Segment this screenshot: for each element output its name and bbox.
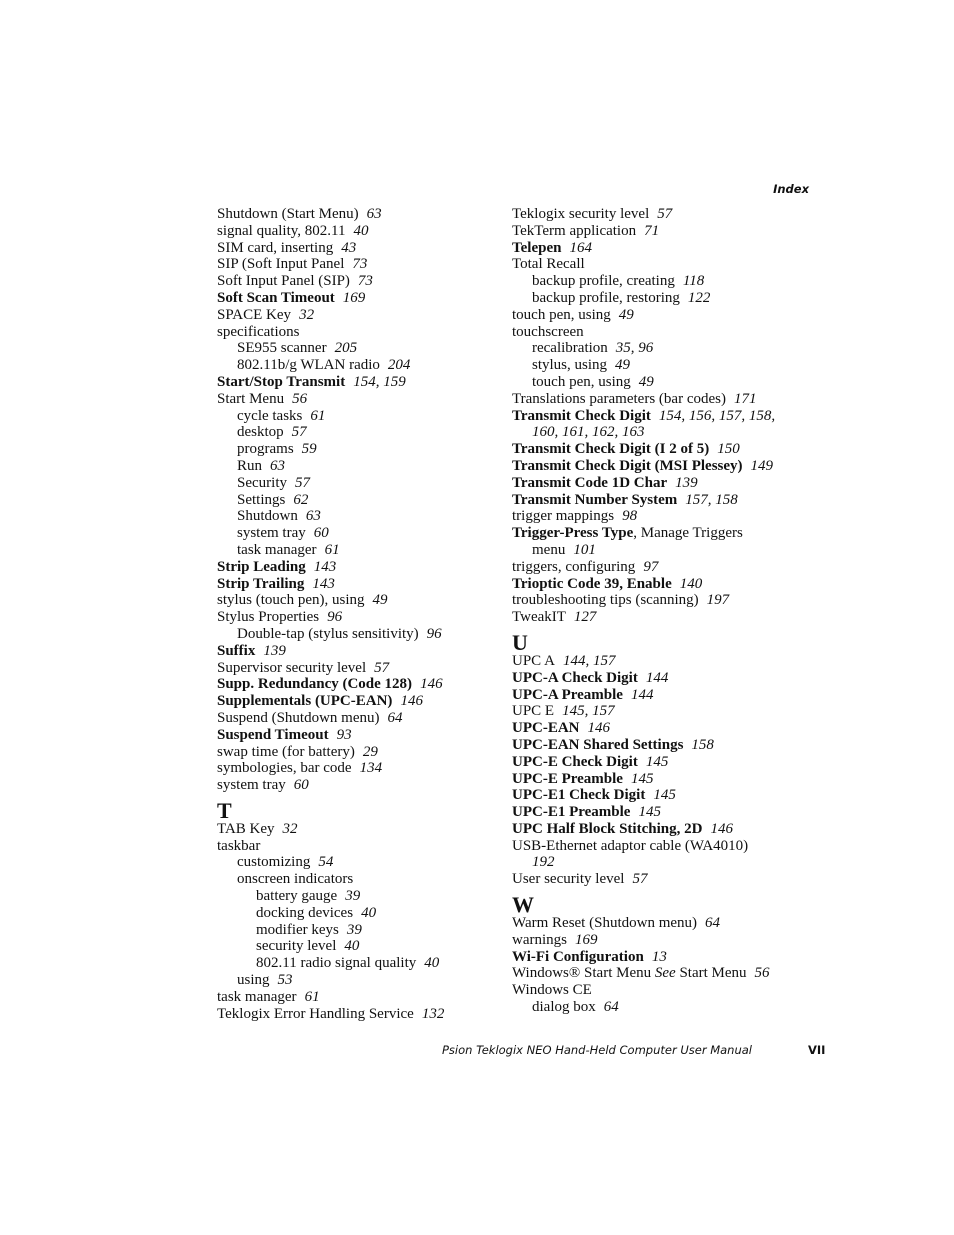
index-entry <box>217 223 502 240</box>
index-page-reference[interactable]: 171 <box>733 390 757 407</box>
index-entry <box>512 324 812 341</box>
index-section-letter: T <box>217 797 232 823</box>
index-page-reference[interactable]: 127 <box>573 609 597 626</box>
index-term: desktop <box>237 424 284 441</box>
index-see-target: Start Menu <box>679 965 747 982</box>
index-term: Soft Input Panel (SIP) <box>217 273 350 290</box>
index-page-reference[interactable]: 54 <box>318 854 334 871</box>
index-entry <box>217 626 502 643</box>
index-term: taskbar <box>217 837 261 854</box>
index-term: task manager <box>237 541 317 558</box>
index-entry <box>512 854 812 871</box>
index-entry <box>217 307 502 324</box>
index-term: UPC-E Check Digit <box>512 753 638 770</box>
index-page-reference[interactable]: 146 <box>587 720 610 737</box>
index-term: touch pen, using <box>532 373 631 390</box>
index-entry <box>217 508 502 525</box>
index-entry <box>512 653 812 670</box>
index-entry <box>512 576 812 593</box>
index-term: Start Menu <box>217 390 285 407</box>
index-page-reference[interactable]: 164 <box>569 239 592 256</box>
index-entry <box>217 955 502 972</box>
index-entry <box>217 340 502 357</box>
index-page-reference[interactable]: 62 <box>293 491 309 508</box>
index-page-reference[interactable]: 118 <box>682 273 705 290</box>
index-section-letter: U <box>512 629 528 655</box>
index-entry <box>217 424 502 441</box>
index-page-reference[interactable]: 63 <box>270 457 286 474</box>
index-entry <box>217 676 502 693</box>
index-entry <box>512 424 812 441</box>
index-entry <box>217 458 502 475</box>
index-term: Transmit Check Digit (MSI Plessey) <box>512 457 743 474</box>
index-entry <box>512 720 812 737</box>
index-page-reference[interactable]: 143 <box>312 575 335 592</box>
index-term: UPC-E1 Preamble <box>512 804 631 821</box>
index-page-reference[interactable]: 150 <box>717 441 740 458</box>
index-page-reference[interactable]: 61 <box>310 407 326 424</box>
index-page-reference[interactable]: 57 <box>295 474 310 491</box>
index-page-reference[interactable]: 122 <box>687 289 711 306</box>
index-term: trigger mappings <box>512 508 615 525</box>
index-entry <box>217 492 502 509</box>
index-entry <box>512 609 812 626</box>
index-page-reference[interactable]: 101 <box>573 541 596 558</box>
index-term: SPACE Key <box>217 306 292 323</box>
index-entry <box>217 838 502 855</box>
index-term: security level <box>256 938 337 955</box>
index-entry <box>217 256 502 273</box>
index-entry <box>217 391 502 408</box>
index-page-reference[interactable]: 40 <box>353 222 369 239</box>
index-entry <box>512 821 812 838</box>
index-term: Teklogix Error Handling Service <box>217 1005 414 1022</box>
index-entry <box>512 982 812 999</box>
index-entry <box>512 559 812 576</box>
index-page-reference[interactable]: 49 <box>372 592 388 609</box>
index-page-reference[interactable]: 57 <box>632 871 648 888</box>
index-entry <box>217 240 502 257</box>
index-term: Security <box>237 474 287 491</box>
index-entry <box>512 256 812 273</box>
index-entry <box>512 307 812 324</box>
index-page-reference[interactable]: 43 <box>341 239 357 256</box>
index-term: task manager <box>217 988 297 1005</box>
index-term: UPC-EAN <box>512 720 580 737</box>
index-entry <box>217 559 502 576</box>
index-entry <box>217 922 502 939</box>
index-term: Suspend (Shutdown menu) <box>217 709 380 726</box>
index-term: Total Recall <box>512 256 585 273</box>
index-term: UPC-A Check Digit <box>512 669 638 686</box>
index-entry <box>512 999 812 1016</box>
index-term: symbologies, bar code <box>217 760 352 777</box>
index-page-reference[interactable]: 56 <box>754 965 770 982</box>
index-term-suffix: , Manage Triggers <box>633 525 743 542</box>
index-page-reference[interactable]: 144 <box>630 686 654 703</box>
index-page-reference[interactable]: 169 <box>342 289 366 306</box>
index-term: customizing <box>237 854 311 871</box>
index-page-reference[interactable]: 98 <box>622 508 638 525</box>
index-entry <box>512 223 812 240</box>
index-term: using <box>237 972 270 989</box>
index-term: triggers, configuring <box>512 558 636 575</box>
index-page-reference[interactable]: 144, 157 <box>562 652 616 669</box>
index-page-reference[interactable]: 56 <box>292 390 308 407</box>
index-entry <box>217 324 502 341</box>
index-entry <box>512 965 812 982</box>
index-entry <box>217 609 502 626</box>
index-term: SE955 scanner <box>237 340 327 357</box>
index-page-reference[interactable]: 192 <box>532 854 555 871</box>
index-entry <box>217 525 502 542</box>
index-page-reference[interactable]: 145 <box>630 770 654 787</box>
index-term: stylus, using <box>532 357 608 374</box>
index-term: UPC-A Preamble <box>512 686 623 703</box>
index-entry <box>512 542 812 559</box>
index-entry <box>512 240 812 257</box>
index-term: programs <box>237 441 294 458</box>
index-term: Supplementals (UPC-EAN) <box>217 693 393 710</box>
index-term: battery gauge <box>256 888 338 905</box>
index-entry <box>512 508 812 525</box>
index-page-reference[interactable]: 96 <box>426 625 442 642</box>
index-entry <box>512 273 812 290</box>
index-term: Suspend Timeout <box>217 726 329 743</box>
index-term: backup profile, creating <box>532 273 675 290</box>
index-page-reference[interactable]: 13 <box>651 948 667 965</box>
index-page-reference[interactable]: 205 <box>334 340 358 357</box>
index-term: Transmit Code 1D Char <box>512 474 668 491</box>
index-term: TweakIT <box>512 609 566 626</box>
index-term: menu <box>532 541 566 558</box>
index-page-reference[interactable]: 132 <box>421 1005 445 1022</box>
index-term: Stylus Properties <box>217 609 320 626</box>
index-page-reference[interactable]: 64 <box>705 915 721 932</box>
index-entry <box>512 804 812 821</box>
index-term: Windows CE <box>512 982 592 999</box>
index-entry <box>512 357 812 374</box>
index-term: Wi-Fi Configuration <box>512 948 644 965</box>
index-term: 802.11b/g WLAN radio <box>237 357 380 374</box>
index-entry <box>217 290 502 307</box>
index-entry <box>512 340 812 357</box>
index-page-reference[interactable]: 96 <box>327 609 343 626</box>
index-entry <box>512 525 812 542</box>
index-page-reference[interactable]: 53 <box>277 972 293 989</box>
index-entry <box>512 391 812 408</box>
index-page-reference[interactable]: 57 <box>374 659 390 676</box>
index-entry <box>217 821 502 838</box>
index-entry <box>512 703 812 720</box>
index-page-reference[interactable]: 40 <box>361 904 377 921</box>
index-page-reference[interactable]: 64 <box>387 709 403 726</box>
index-page-reference[interactable]: 32 <box>299 306 315 323</box>
index-term: Shutdown <box>237 508 298 525</box>
index-term: stylus (touch pen), using <box>217 592 365 609</box>
index-term: User security level <box>512 871 625 888</box>
index-term: troubleshooting tips (scanning) <box>512 592 699 609</box>
index-term: onscreen indicators <box>237 871 354 888</box>
index-term: Run <box>237 457 263 474</box>
index-entry <box>512 932 812 949</box>
index-entry <box>512 687 812 704</box>
index-entry <box>217 938 502 955</box>
index-page-reference[interactable]: 197 <box>706 592 730 609</box>
index-page-reference[interactable]: 144 <box>645 669 669 686</box>
index-term: Soft Scan Timeout <box>217 289 335 306</box>
index-term: docking devices <box>256 904 354 921</box>
index-entry <box>217 408 502 425</box>
index-term: Suffix <box>217 642 256 659</box>
index-entry <box>217 660 502 677</box>
index-term: warnings <box>512 931 567 948</box>
index-term: specifications <box>217 323 300 340</box>
index-entry <box>512 754 812 771</box>
index-entry <box>512 290 812 307</box>
index-page-reference[interactable]: 146 <box>420 676 443 693</box>
index-term: Teklogix security level <box>512 206 650 222</box>
index-page-reference[interactable]: 39 <box>346 921 362 938</box>
index-page-reference[interactable]: 143 <box>313 558 337 575</box>
index-term: Supervisor security level <box>217 659 367 676</box>
index-section-letter: W <box>512 892 534 918</box>
index-page-reference[interactable]: 39 <box>345 888 361 905</box>
index-page-reference[interactable]: 145 <box>653 787 676 804</box>
index-page-reference[interactable]: 49 <box>638 373 654 390</box>
index-entry <box>217 1006 502 1023</box>
index-page-reference[interactable]: 134 <box>359 760 383 777</box>
index-page-reference[interactable]: 40 <box>424 955 440 972</box>
index-entry <box>217 727 502 744</box>
index-term: UPC-E Preamble <box>512 770 623 787</box>
index-page-reference[interactable]: 93 <box>336 726 352 743</box>
index-entry <box>217 744 502 761</box>
index-page-reference[interactable]: 60 <box>313 525 329 542</box>
index-entry <box>512 771 812 788</box>
footer-manual-title: Psion Teklogix NEO Hand-Held Computer User Manual <box>442 1043 752 1057</box>
index-page-reference[interactable]: 63 <box>366 206 382 222</box>
index-term: Transmit Number System <box>512 491 678 508</box>
index-entry <box>512 871 812 888</box>
index-entry <box>217 592 502 609</box>
index-term: swap time (for battery) <box>217 743 355 760</box>
index-page-reference[interactable]: 63 <box>305 508 321 525</box>
index-page-reference[interactable]: 64 <box>603 999 619 1016</box>
index-page-reference[interactable]: 57 <box>657 206 673 222</box>
index-entry <box>512 838 812 855</box>
index-entry <box>512 787 812 804</box>
index-page-reference[interactable]: 35, 96 <box>615 340 654 357</box>
index-term: recalibration <box>532 340 608 357</box>
running-header: Index <box>773 182 809 196</box>
index-entry <box>512 915 812 932</box>
index-entry <box>512 492 812 509</box>
index-term: modifier keys <box>256 921 339 938</box>
index-term: Strip Trailing <box>217 575 305 592</box>
index-entry <box>512 592 812 609</box>
index-entry <box>512 670 812 687</box>
index-entry <box>217 710 502 727</box>
index-entry <box>217 576 502 593</box>
index-page-reference[interactable]: 146 <box>710 820 733 837</box>
index-term: Translations parameters (bar codes) <box>512 390 726 407</box>
index-term: Transmit Check Digit <box>512 407 651 424</box>
index-term: cycle tasks <box>237 407 303 424</box>
index-page-reference[interactable]: 49 <box>618 306 634 323</box>
index-column-right <box>512 206 812 1016</box>
index-page-reference[interactable]: 149 <box>750 457 774 474</box>
index-entry <box>512 949 812 966</box>
footer-page-number: VII <box>808 1043 826 1057</box>
index-page-reference[interactable]: 73 <box>352 256 368 273</box>
index-term: Transmit Check Digit (I 2 of 5) <box>512 441 710 458</box>
index-term: backup profile, restoring <box>532 289 680 306</box>
index-term: UPC Half Block Stitching, 2D <box>512 820 703 837</box>
index-entry <box>512 458 812 475</box>
index-term: Double-tap (stylus sensitivity) <box>237 625 419 642</box>
index-entry <box>217 273 502 290</box>
index-see-reference: See <box>654 965 676 982</box>
index-term: touch pen, using <box>512 306 611 323</box>
index-page-reference[interactable]: 204 <box>387 357 411 374</box>
index-term: Strip Leading <box>217 558 306 575</box>
index-term: system tray <box>217 777 286 794</box>
index-entry <box>217 441 502 458</box>
index-term: UPC-E1 Check Digit <box>512 787 646 804</box>
index-page-reference[interactable]: 139 <box>675 474 698 491</box>
index-entry <box>217 905 502 922</box>
index-term: Start/Stop Transmit <box>217 373 346 390</box>
index-page-reference[interactable]: 145, 157 <box>562 703 615 720</box>
index-page-reference[interactable]: 160, 161, 162, 163 <box>532 424 645 441</box>
index-term: SIM card, inserting <box>217 239 334 256</box>
index-page-reference[interactable]: 139 <box>263 642 286 659</box>
index-entry <box>512 737 812 754</box>
index-entry <box>217 542 502 559</box>
index-page-reference[interactable]: 154, 159 <box>353 373 406 390</box>
index-term: Shutdown (Start Menu) <box>217 206 359 222</box>
index-column-left <box>217 206 502 1022</box>
index-entry <box>512 408 812 425</box>
index-term: Trigger-Press Type <box>512 525 634 542</box>
index-page-reference[interactable]: 61 <box>304 988 320 1005</box>
index-entry <box>217 854 502 871</box>
index-entry <box>512 475 812 492</box>
index-page-reference[interactable]: 154, 156, 157, 158, <box>658 407 776 424</box>
index-page-reference[interactable]: 40 <box>344 938 360 955</box>
index-term: TekTerm application <box>512 222 637 239</box>
index-page-reference[interactable]: 158 <box>691 736 714 753</box>
index-entry <box>512 374 812 391</box>
index-page-reference[interactable]: 49 <box>615 357 631 374</box>
index-term: UPC A <box>512 652 555 669</box>
index-page-reference[interactable]: 60 <box>293 777 309 794</box>
index-page-reference[interactable]: 57 <box>291 424 307 441</box>
index-page-reference[interactable]: 157, 158 <box>685 491 738 508</box>
index-entry <box>217 475 502 492</box>
index-entry <box>217 989 502 1006</box>
index-term: Supp. Redundancy (Code 128) <box>217 676 413 693</box>
index-page-reference[interactable]: 97 <box>643 558 659 575</box>
index-term: dialog box <box>532 999 596 1016</box>
index-page-reference[interactable]: 73 <box>357 273 373 290</box>
index-page-reference[interactable]: 59 <box>301 441 317 458</box>
index-entry <box>217 777 502 794</box>
index-term: Warm Reset (Shutdown menu) <box>512 915 698 932</box>
index-entry <box>217 374 502 391</box>
index-page-reference[interactable]: 29 <box>362 743 378 760</box>
index-term: UPC-EAN Shared Settings <box>512 736 684 753</box>
index-term: Telepen <box>512 239 562 256</box>
index-entry <box>217 888 502 905</box>
index-page-reference[interactable]: 61 <box>324 541 340 558</box>
index-entry <box>217 760 502 777</box>
index-term: system tray <box>237 525 306 542</box>
index-term: USB-Ethernet adaptor cable (WA4010) <box>512 837 749 854</box>
index-entry <box>217 206 502 223</box>
index-term: SIP (Soft Input Panel <box>217 256 345 273</box>
index-page-reference[interactable]: 169 <box>575 931 598 948</box>
index-entry <box>217 871 502 888</box>
index-term: Settings <box>237 491 286 508</box>
index-page-reference[interactable]: 145 <box>645 753 669 770</box>
index-page-reference[interactable]: 71 <box>644 222 660 239</box>
index-term: Trioptic Code 39, Enable <box>512 575 672 592</box>
index-page-reference[interactable]: 146 <box>400 693 423 710</box>
index-entry <box>217 357 502 374</box>
index-term: touchscreen <box>512 323 584 340</box>
index-term: signal quality, 802.11 <box>217 222 346 239</box>
index-entry <box>217 972 502 989</box>
index-term: UPC E <box>512 703 555 720</box>
index-entry <box>512 441 812 458</box>
index-term: 802.11 radio signal quality <box>256 955 417 972</box>
index-term: Windows® Start Menu <box>512 965 652 982</box>
index-entry <box>512 206 812 223</box>
index-page-reference[interactable]: 32 <box>282 820 298 837</box>
index-page-reference[interactable]: 145 <box>638 804 661 821</box>
index-page-reference[interactable]: 140 <box>679 575 703 592</box>
index-entry <box>217 643 502 660</box>
index-term: TAB Key <box>217 820 275 837</box>
index-entry <box>217 693 502 710</box>
